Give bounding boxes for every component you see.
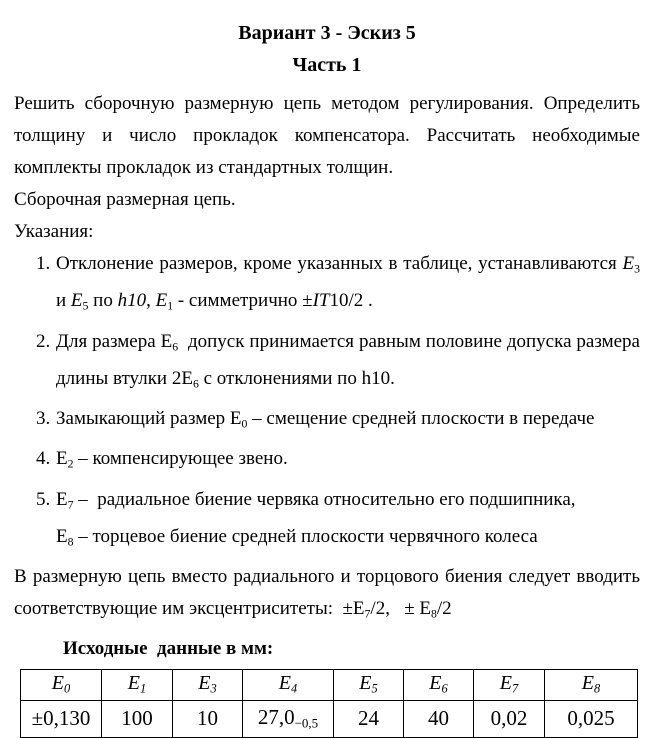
table-header-cell bbox=[334, 669, 404, 700]
doc-title: Вариант 3 - Эскиз 5 bbox=[238, 22, 416, 44]
text-segment: 6 bbox=[172, 339, 179, 353]
text-segment: 27,0 bbox=[257, 705, 295, 730]
text-segment: допуск принимается равным половине допуска размера длины втулки 2Е bbox=[56, 330, 640, 389]
text-segment: E bbox=[51, 672, 64, 695]
text-segment: 100 bbox=[121, 706, 153, 731]
list-item-number: 4. bbox=[36, 448, 51, 470]
text-segment: h10 bbox=[117, 290, 147, 312]
text-segment: IT bbox=[312, 290, 330, 312]
text-segment: 7 bbox=[67, 498, 74, 512]
text-segment: – смещение средней плоскости в передаче bbox=[247, 408, 595, 430]
list-item bbox=[14, 443, 640, 480]
instructions-list bbox=[14, 248, 640, 558]
list-item-number: 5. bbox=[36, 488, 51, 510]
text-segment: 0,025 bbox=[567, 706, 615, 731]
table-header-row bbox=[21, 669, 638, 700]
data-table bbox=[20, 669, 638, 738]
text-segment: E bbox=[622, 253, 635, 274]
table-header-cell bbox=[21, 669, 102, 700]
text-segment: 24 bbox=[358, 706, 379, 731]
table-value-row bbox=[21, 700, 638, 737]
text-segment: 8 bbox=[594, 681, 601, 696]
table-cell bbox=[474, 700, 545, 737]
table-header-cell bbox=[404, 669, 474, 700]
text-segment: Для размера Е bbox=[56, 330, 173, 352]
list-item bbox=[14, 248, 640, 323]
list-item-text bbox=[56, 443, 640, 480]
text-segment: 7 bbox=[512, 681, 519, 696]
list-item-number: 3. bbox=[36, 408, 51, 430]
text-segment: E bbox=[429, 672, 442, 695]
text-segment: E bbox=[198, 672, 211, 695]
table-cell bbox=[545, 700, 638, 737]
text-segment: 3 bbox=[210, 681, 217, 696]
text-segment: по bbox=[88, 290, 118, 312]
table-cell bbox=[21, 700, 102, 737]
list-item bbox=[14, 403, 640, 440]
text-segment: Е bbox=[56, 488, 68, 510]
intro-paragraph: Решить сборочную размерную цепь методом регулирования. Определить толщину и число прокладок компенсатора. Рассчитать необходимые комплекты прокладок из стандартных толщин. bbox=[14, 93, 640, 178]
text-segment: 1 bbox=[140, 681, 147, 696]
text-segment: 5 bbox=[371, 681, 378, 696]
text-segment: 6 bbox=[441, 681, 448, 696]
text-segment: и bbox=[56, 290, 71, 312]
text-segment: – компенсирующее звено. bbox=[73, 448, 288, 470]
list-item-text bbox=[56, 248, 640, 323]
text-segment: – торцевое биение средней плоскости червячного колеса bbox=[73, 526, 538, 548]
text-segment: - симметрично ± bbox=[173, 290, 313, 312]
table-caption: Исходные данные в мм: bbox=[63, 637, 274, 659]
text-segment: 5 bbox=[82, 299, 89, 313]
text-segment: Замыкающий размер Е bbox=[56, 408, 242, 430]
text-segment: 7 bbox=[364, 607, 371, 621]
instructions-label: Указания: bbox=[14, 221, 94, 242]
text-segment: E bbox=[155, 290, 168, 312]
eccentricity-paragraph bbox=[14, 561, 640, 630]
table-header-cell bbox=[474, 669, 545, 700]
list-item-text bbox=[56, 326, 640, 401]
text-segment: ±0,130 bbox=[31, 706, 91, 731]
text-segment: 8 bbox=[67, 535, 74, 549]
text-segment: /2, ± Е bbox=[370, 598, 431, 620]
list-item-number: 1. bbox=[36, 253, 51, 274]
text-segment: 40 bbox=[428, 706, 449, 731]
text-segment: E bbox=[581, 672, 594, 695]
list-item-text bbox=[56, 403, 640, 440]
text-segment: 0 bbox=[241, 417, 248, 431]
list-item-text bbox=[56, 484, 640, 559]
list-item-number: 2. bbox=[36, 330, 51, 352]
text-segment: 10 bbox=[197, 706, 218, 731]
table-cell bbox=[173, 700, 243, 737]
text-segment: 8 bbox=[430, 607, 437, 621]
table-cell bbox=[334, 700, 404, 737]
chain-paragraph: Сборочная размерная цепь. bbox=[14, 189, 236, 210]
table-header-cell bbox=[102, 669, 173, 700]
text-segment: 1 bbox=[167, 299, 174, 313]
data-table-body bbox=[21, 700, 638, 737]
text-segment: 10/2 . bbox=[329, 290, 373, 312]
table-cell bbox=[102, 700, 173, 737]
text-segment: E bbox=[499, 672, 512, 695]
text-segment: с отклонениями по h10. bbox=[198, 367, 395, 389]
data-table-head bbox=[21, 669, 638, 700]
text-segment: , bbox=[146, 290, 156, 312]
text-segment: E bbox=[127, 672, 140, 695]
table-cell bbox=[243, 700, 334, 737]
table-header-cell bbox=[173, 669, 243, 700]
text-segment: 0,02 bbox=[490, 706, 528, 731]
text-segment: /2 bbox=[436, 598, 452, 620]
table-cell bbox=[404, 700, 474, 737]
text-segment: Е bbox=[56, 526, 68, 548]
doc-subtitle: Часть 1 bbox=[292, 54, 362, 76]
table-header-cell bbox=[545, 669, 638, 700]
text-segment: E bbox=[278, 672, 291, 695]
text-segment: – радиальное биение червяка относительно его подшипника, bbox=[73, 488, 576, 510]
text-segment: В размерную цепь вместо радиального и торцового биения следует вводить соответствующие им эксцентриситеты: ±Е bbox=[14, 566, 640, 620]
text-segment: Е bbox=[56, 448, 68, 470]
list-item bbox=[14, 326, 640, 401]
text-segment: E bbox=[70, 290, 83, 312]
table-header-cell bbox=[243, 669, 334, 700]
text-segment: E bbox=[359, 672, 372, 695]
text-segment: 2 bbox=[67, 457, 74, 471]
text-segment: 4 bbox=[291, 681, 298, 696]
text-segment: −0,5 bbox=[294, 715, 319, 731]
text-segment: 6 bbox=[192, 377, 199, 391]
text-segment: Отклонение размеров, кроме указанных в таблице, устанавливаются bbox=[56, 253, 623, 274]
text-segment: 3 bbox=[634, 262, 640, 276]
text-segment: 0 bbox=[64, 681, 71, 696]
list-item bbox=[14, 484, 640, 559]
